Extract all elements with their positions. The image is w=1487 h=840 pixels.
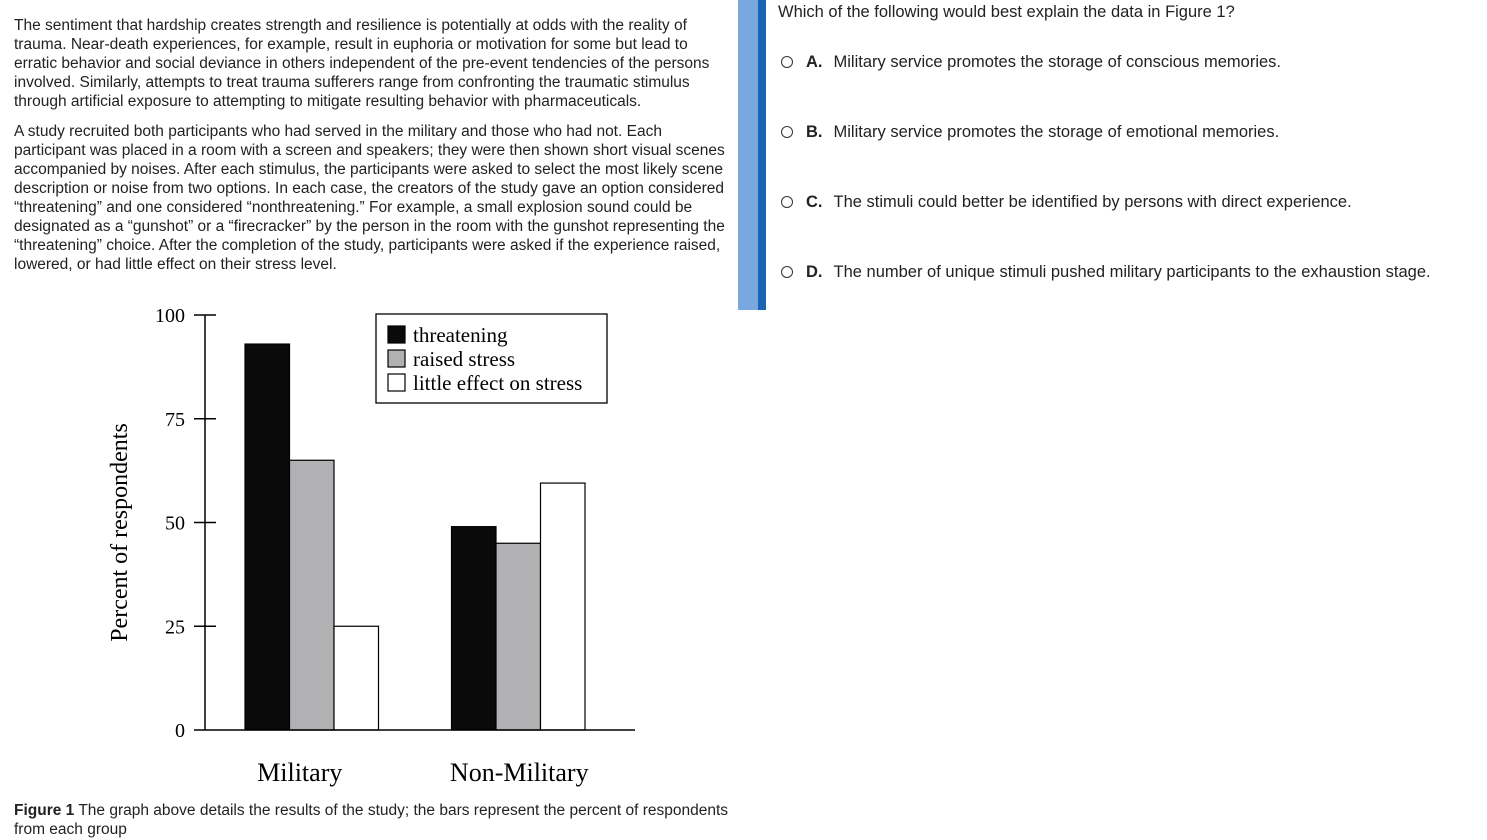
category-label: Non-Military: [449, 758, 589, 787]
legend-label: raised stress: [413, 347, 516, 371]
bar: [290, 460, 335, 730]
figure-caption-text: The graph above details the results of the study; the bars represent the percent of respondents from each group: [14, 802, 728, 838]
y-tick-label: 25: [165, 616, 185, 639]
choice-text: The number of unique stimuli pushed military participants to the exhaustion stage.: [833, 262, 1431, 281]
bar: [541, 483, 586, 730]
choice-letter: D.: [806, 262, 823, 281]
figure-caption: [14, 801, 734, 839]
bar-chart: [100, 300, 660, 795]
passage-paragraph-2: A study recruited both participants who had served in the military and those who had not. Each participant was placed in a room with a screen and speakers; they were then shown short visual scenes accompanied by noises. After each stimulus, the participants were asked to select the most likely scene description or noise from two options. In each case, the creators of the study gave an option considered “threatening” and one considered “nonthreatening.” For example, a small explosion sound could be designated as a “gunshot” or a “firecracker” by the person in the room with the gunshot representing the “threatening” choice. After the completion of the study, participants were asked if the experience raised, lowered, or had little effect on their stress level.: [14, 123, 725, 273]
choice-text: Military service promotes the storage of conscious memories.: [833, 52, 1281, 71]
radio-button-icon[interactable]: [781, 266, 793, 278]
legend-swatch: [388, 326, 405, 343]
legend-label: little effect on stress: [413, 371, 583, 395]
y-tick-label: 0: [175, 720, 185, 742]
choice-a[interactable]: [778, 49, 1281, 75]
radio-button-icon[interactable]: [781, 56, 793, 68]
category-label: Military: [257, 758, 343, 787]
legend-swatch: [388, 350, 405, 367]
bar: [452, 527, 497, 730]
choice-text: Military service promotes the storage of emotional memories.: [833, 122, 1280, 141]
radio-button-icon[interactable]: [781, 196, 793, 208]
figure-caption-label: Figure 1: [14, 802, 75, 819]
choice-letter: C.: [806, 192, 823, 211]
choice-text: The stimuli could better be identified by persons with direct experience.: [833, 192, 1352, 211]
choice-b[interactable]: [778, 119, 1279, 145]
pane-divider[interactable]: [738, 0, 758, 310]
y-axis-label: Percent of respondents: [107, 423, 133, 642]
y-tick-label: 75: [165, 408, 185, 431]
y-tick-label: 50: [165, 512, 185, 535]
legend-label: threatening: [413, 323, 508, 347]
passage-paragraph-1: The sentiment that hardship creates strength and resilience is potentially at odds with the reality of trauma. Near-death experiences, for example, result in euphoria or motivation for some but lead to erratic behavior and social deviance in others independent of the pre-event tendencies of the persons involved. Similarly, attempts to treat trauma sufferers range from confronting the traumatic stimulus through artificial exposure to attempting to mitigate resulting behavior with pharmaceuticals.: [14, 17, 710, 110]
bar: [245, 344, 290, 730]
passage: [14, 16, 729, 285]
choice-c[interactable]: [778, 189, 1352, 215]
bar: [334, 626, 379, 730]
legend-swatch: [388, 374, 405, 391]
y-tick-label: 100: [155, 305, 185, 327]
choice-letter: A.: [806, 52, 823, 71]
bar: [496, 543, 541, 730]
question-text: Which of the following would best explain the data in Figure 1?: [778, 3, 1235, 21]
choice-d[interactable]: [778, 259, 1431, 285]
choice-letter: B.: [806, 122, 823, 141]
radio-button-icon[interactable]: [781, 126, 793, 138]
pane-divider-edge[interactable]: [758, 0, 766, 310]
figure-1-chart: [100, 300, 660, 795]
